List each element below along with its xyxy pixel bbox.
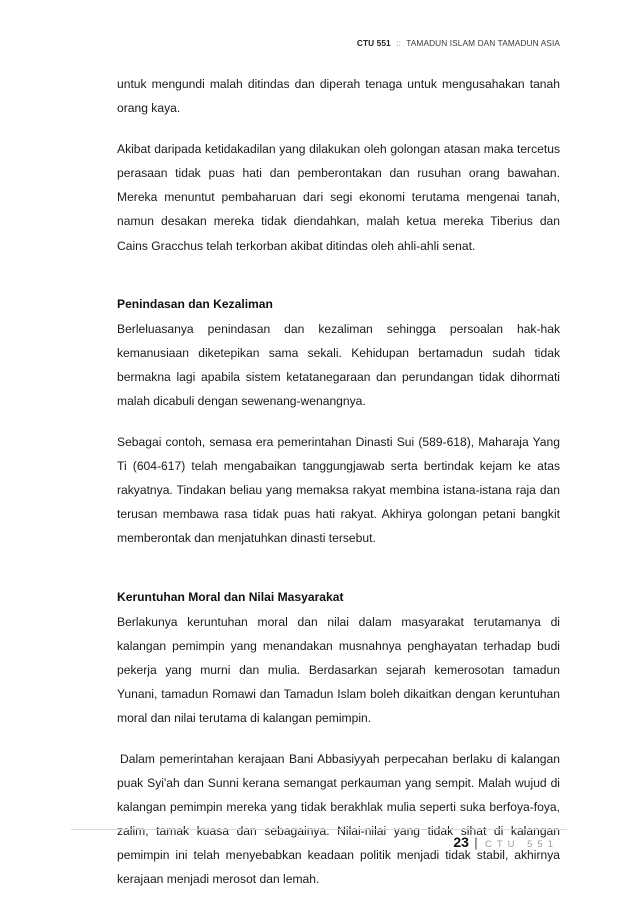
- header-separator: ::: [396, 38, 401, 48]
- paragraph-continuation: untuk mengundi malah ditindas dan diperah tenaga untuk mengusahakan tanah orang kaya.: [117, 77, 560, 116]
- page-footer: [453, 834, 558, 850]
- footer-course-label: CTU 551: [484, 839, 558, 850]
- paragraph-abbasiyyah: Dalam pemerintahan kerajaan Bani Abbasiyyah perpecahan berlaku di kalangan puak Syi'ah dan Sunni kerana semangat perkauman yang sempit. Malah wujud di kalangan pemimpin mereka yang tidak berakhlak mulia seperti suka berfoya-foya, zalim, tamak kuasa dan sebagainya. Nilai-nilai yang tidak sihat di kalangan pemimpin ini telah menyebabkan keadaan politik menjadi tidak stabil, akhirnya kerajaan menjadi merosot dan lemah.: [117, 751, 560, 887]
- header-course-code: CTU 551: [356, 38, 391, 48]
- header-course-title: TAMADUN ISLAM DAN TAMADUN ASIA: [406, 38, 560, 48]
- section-heading-oppression: Penindasan dan Kezaliman: [117, 296, 273, 311]
- footer-divider: |: [474, 835, 478, 850]
- footer-divider-line: [71, 829, 567, 830]
- paragraph-moral-decline: Berlakunya keruntuhan moral dan nilai dalam masyarakat terutamanya di kalangan pemimpin yang menandakan musnahnya penghayatan terhadap budi pekerja yang murni dan mulia. Berdasarkan sejarah kemerosotan tamadun Yunani, tamadun Romawi dan Tamadun Islam boleh dikaitkan dengan keruntuhan moral dan nilai terutama di kalangan pemimpin.: [117, 614, 560, 725]
- paragraph-rebellion: Akibat daripada ketidakadilan yang dilakukan oleh golongan atasan maka tercetus perasaan tidak puas hati dan pemberontakan dan rusuhan orang bawahan. Mereka menuntut pembaharuan dari segi ekonomi terutama mengenai tanah, namun desakan mereka tidak diendahkan, malah ketua mereka Tiberius dan Cains Gracchus telah terkorban akibat ditindas oleh ahli-ahli senat.: [117, 142, 560, 253]
- section-heading-moral-decline: Keruntuhan Moral dan Nilai Masyarakat: [117, 589, 344, 604]
- paragraph-oppression: Berleluasanya penindasan dan kezaliman sehingga persoalan hak-hak kemanusiaan diketepikan sama sekali. Kehidupan bertamadun sudah tidak bermakna lagi apabila sistem ketatanegaraan dan perundangan tidak dihormati malah dicabuli dengan sewenang-wenangnya.: [117, 321, 560, 408]
- running-header: [357, 38, 560, 48]
- page-body: [117, 72, 560, 892]
- page-number: 23: [453, 834, 469, 850]
- paragraph-sui-dynasty: Sebagai contoh, semasa era pemerintahan Dinasti Sui (589-618), Maharaja Yang Ti (604-617) telah mengabaikan tanggungjawab serta bertindak kejam ke atas rakyatnya. Tindakan beliau yang memaksa rakyat membina istana-istana raja dan terusan membawa rasa tidak puas hati rakyat. Akhirya golongan petani bangkit memberontak dan menjatuhkan dinasti tersebut.: [117, 435, 560, 546]
